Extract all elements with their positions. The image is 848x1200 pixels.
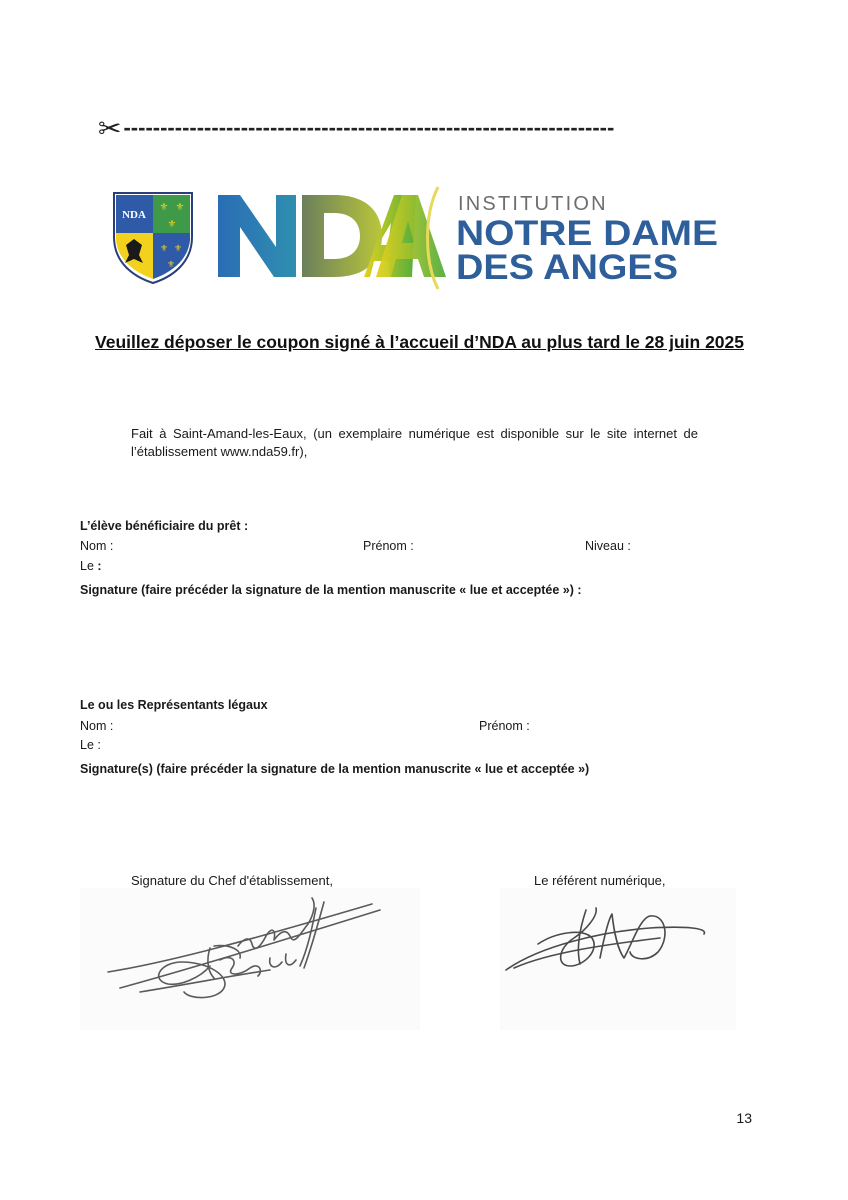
deadline-notice: Veuillez déposer le coupon signé à l’accueil d’NDA au plus tard le 28 juin 2025 xyxy=(95,332,744,352)
representants-le-label: Le : xyxy=(80,738,101,752)
eleve-le-label: Le : xyxy=(80,559,102,573)
nda-logo xyxy=(112,185,722,290)
cut-line xyxy=(98,112,614,145)
chef-signature-label: Signature du Chef d'établissement, xyxy=(131,873,333,888)
nda-wordmark xyxy=(218,195,446,277)
representants-heading: Le ou les Représentants légaux xyxy=(80,698,268,712)
referent-handwritten-signature xyxy=(500,888,736,1030)
fait-a-paragraph: Fait à Saint-Amand-les-Eaux, (un exemplaire numérique est disponible sur le site internet de l’établissement www.nda59.fr), xyxy=(131,426,698,459)
svg-text:⚜: ⚜ xyxy=(159,202,169,213)
eleve-signature-label: Signature (faire précéder la signature de la mention manuscrite « lue et acceptée ») : xyxy=(80,583,582,597)
svg-text:⚜: ⚜ xyxy=(173,243,183,253)
page-number: 13 xyxy=(736,1110,752,1126)
svg-text:⚜: ⚜ xyxy=(166,259,176,269)
cut-dashes: ------------------------------------------------------------------- xyxy=(123,115,615,140)
logo-name-line1: NOTRE DAME xyxy=(456,214,718,253)
eleve-prenom-label: Prénom : xyxy=(363,539,414,553)
svg-text:⚜: ⚜ xyxy=(159,243,169,253)
svg-text:⚜: ⚜ xyxy=(167,219,177,230)
representants-nom-label: Nom : xyxy=(80,719,114,733)
eleve-nom-label: Nom : xyxy=(80,539,114,553)
svg-text:NDA: NDA xyxy=(122,209,146,221)
referent-signature-label: Le référent numérique, xyxy=(534,873,666,888)
representants-signature-label: Signature(s) (faire précéder la signature de la mention manuscrite « lue et acceptée ») xyxy=(80,762,590,776)
chef-handwritten-signature xyxy=(80,888,420,1030)
representants-prenom-label: Prénom : xyxy=(479,719,530,733)
eleve-heading: L’élève bénéficiaire du prêt : xyxy=(80,519,249,533)
scissors-icon: ✂ xyxy=(98,113,122,144)
logo-institution: INSTITUTION xyxy=(458,193,608,215)
svg-text:⚜: ⚜ xyxy=(175,202,185,213)
crest-shield xyxy=(114,193,192,283)
logo-name-line2: DES ANGES xyxy=(456,248,678,287)
eleve-niveau-label: Niveau : xyxy=(585,539,631,553)
